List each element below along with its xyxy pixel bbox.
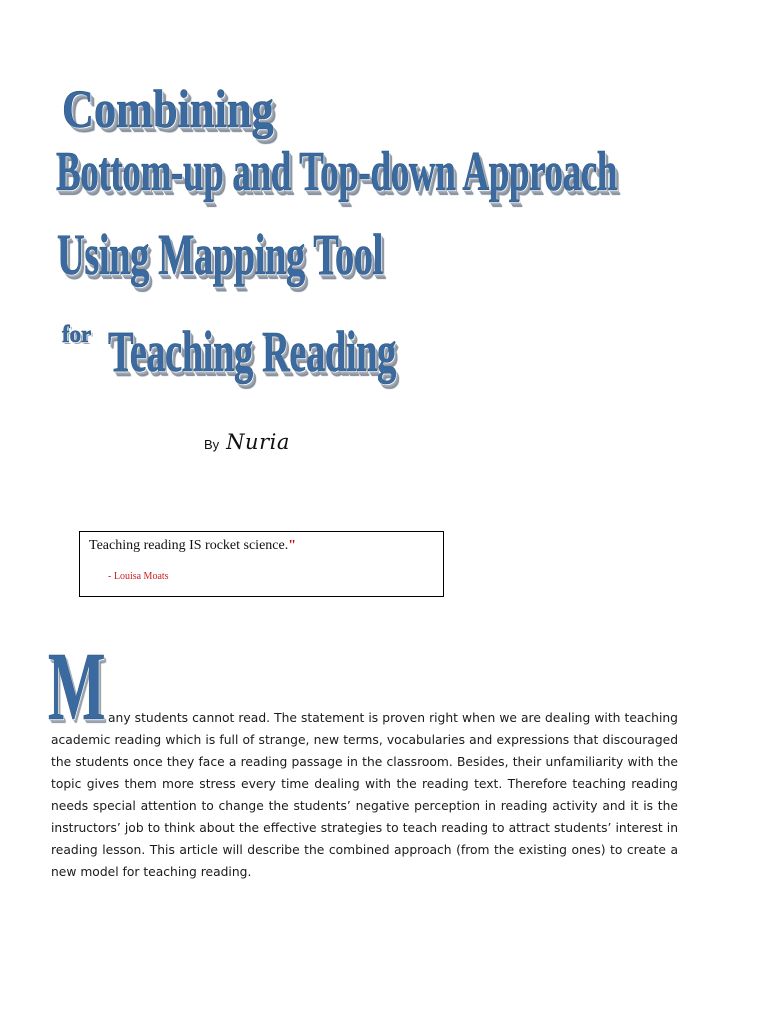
quote-closing-mark: " bbox=[288, 538, 296, 553]
article-paragraph bbox=[51, 729, 678, 883]
paragraph-line: needs special attention to change the students’ negative perception in reading activity and it is the bbox=[51, 799, 678, 813]
title-line-teaching-reading: Teaching Reading bbox=[108, 319, 396, 384]
title-line-approach: Bottom-up and Top-down Approach bbox=[56, 141, 618, 203]
quote-attribution: - Louisa Moats bbox=[108, 571, 169, 582]
paragraph-line: the students once they face a reading passage in the classroom. Besides, their unfamiliarity with the bbox=[51, 755, 678, 769]
title-line-for: for bbox=[62, 322, 92, 348]
drop-cap-letter: M bbox=[48, 633, 106, 741]
byline-label: By bbox=[204, 437, 220, 452]
paragraph-line: instructors’ job to think about the effective strategies to teach reading to attract students’ interest in bbox=[51, 821, 678, 835]
title-line-mapping-tool: Using Mapping Tool bbox=[57, 222, 383, 287]
paragraph-line: reading lesson. This article will describe the combined approach (from the existing ones) to create a bbox=[51, 843, 678, 857]
paragraph-line: any students cannot read. The statement is proven right when we are dealing with teaching bbox=[108, 711, 678, 725]
paragraph-line: topic gives them more stress every time dealing with the reading text. Therefore teaching reading bbox=[51, 777, 678, 791]
quote-line bbox=[89, 538, 296, 554]
quote-text: Teaching reading IS rocket science. bbox=[89, 538, 289, 553]
epigraph-quote-box bbox=[79, 531, 444, 597]
paragraph-line: academic reading which is full of strange, new terms, vocabularies and expressions that discouraged bbox=[51, 733, 678, 747]
author-signature: Nuria bbox=[226, 430, 290, 454]
title-line-combining: Combining bbox=[62, 79, 274, 139]
byline bbox=[204, 430, 290, 454]
paragraph-line: new model for teaching reading. bbox=[51, 865, 252, 879]
